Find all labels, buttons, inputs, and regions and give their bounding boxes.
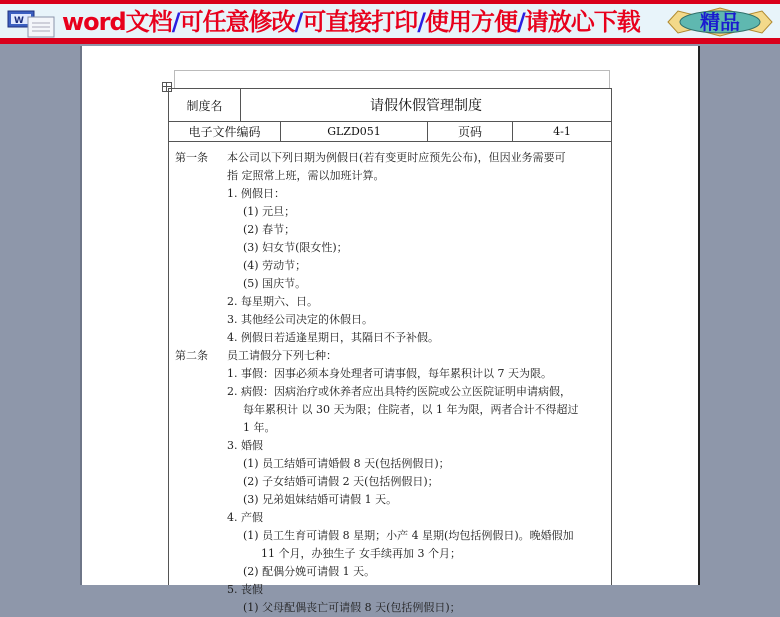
file-code-value[interactable]: GLZD051 — [281, 121, 428, 141]
document-line: 1 年。 — [243, 421, 276, 434]
promo-banner — [0, 0, 780, 44]
policy-name-value[interactable]: 请假休假管理制度 — [370, 98, 482, 114]
document-line: (1) 父母配偶丧亡可请假 8 天(包括例假日)； — [243, 601, 461, 614]
document-line: 4. 产假 — [227, 511, 263, 524]
document-line: (1) 员工结婚可请婚假 8 天(包括例假日)； — [243, 457, 450, 470]
document-line: 员工请假分下列七种： — [227, 349, 337, 362]
document-line: (3) 妇女节(限女性)； — [243, 241, 348, 254]
document-line: 1. 事假：因事必须本身处理者可请事假，每年累积计以 7 天为限。 — [227, 367, 552, 380]
policy-name-label: 制度名 — [169, 89, 241, 121]
document-line: (5) 国庆节。 — [243, 277, 307, 290]
document-line: (1) 员工生育可请假 8 星期；小产 4 星期(均包括例假日)。晚婚假加 — [243, 529, 574, 542]
policy-table — [168, 88, 612, 614]
page-header-area — [174, 70, 610, 89]
document-line: 1. 例假日： — [227, 187, 285, 200]
document-line: 指 定照常上班，需以加班计算。 — [227, 169, 385, 182]
document-line: 3. 其他经公司决定的休假日。 — [227, 313, 373, 326]
page-number-label: 页码 — [428, 121, 513, 141]
document-line: (1) 元旦； — [243, 205, 296, 218]
article-heading: 第一条 — [175, 151, 208, 164]
document-line: (2) 子女结婚可请假 2 天(包括例假日)； — [243, 475, 439, 488]
document-line: 本公司以下列日期为例假日(若有变更时应预先公布)，但因业务需要可 — [227, 151, 566, 164]
page-number-value[interactable]: 4-1 — [553, 124, 571, 138]
file-code-label: 电子文件编码 — [169, 121, 281, 141]
document-line: (2) 配偶分娩可请假 1 天。 — [243, 565, 376, 578]
document-line: (3) 兄弟姐妹结婚可请假 1 天。 — [243, 493, 398, 506]
document-line: 11 个月，办独生子 女手续再加 3 个月； — [261, 547, 461, 560]
document-line: 5. 丧假 — [227, 583, 263, 596]
document-line: 2. 病假：因病治疗或休养者应出具特约医院或公立医院证明申请病假， — [227, 385, 571, 398]
document-line: (4) 劳动节； — [243, 259, 307, 272]
document-line: 2. 每星期六、日。 — [227, 295, 318, 308]
document-line: 4. 例假日若适逢星期日，其隔日不予补假。 — [227, 331, 439, 344]
premium-badge: 精品 — [664, 7, 776, 37]
table-row-title — [169, 89, 611, 122]
document-line: 3. 婚假 — [227, 439, 263, 452]
banner-slogan: word文档/可任意修改/可直接打印/使用方便/请放心下载 — [62, 8, 640, 36]
svg-text:W: W — [14, 16, 24, 26]
table-row-meta — [169, 121, 611, 142]
document-line: 每年累积计 以 30 天为限；住院者，以 1 年为限，两者合计不得超过 — [243, 403, 579, 416]
article-heading: 第二条 — [175, 349, 208, 362]
word-document-icon — [6, 7, 58, 39]
document-line: (2) 春节； — [243, 223, 296, 236]
